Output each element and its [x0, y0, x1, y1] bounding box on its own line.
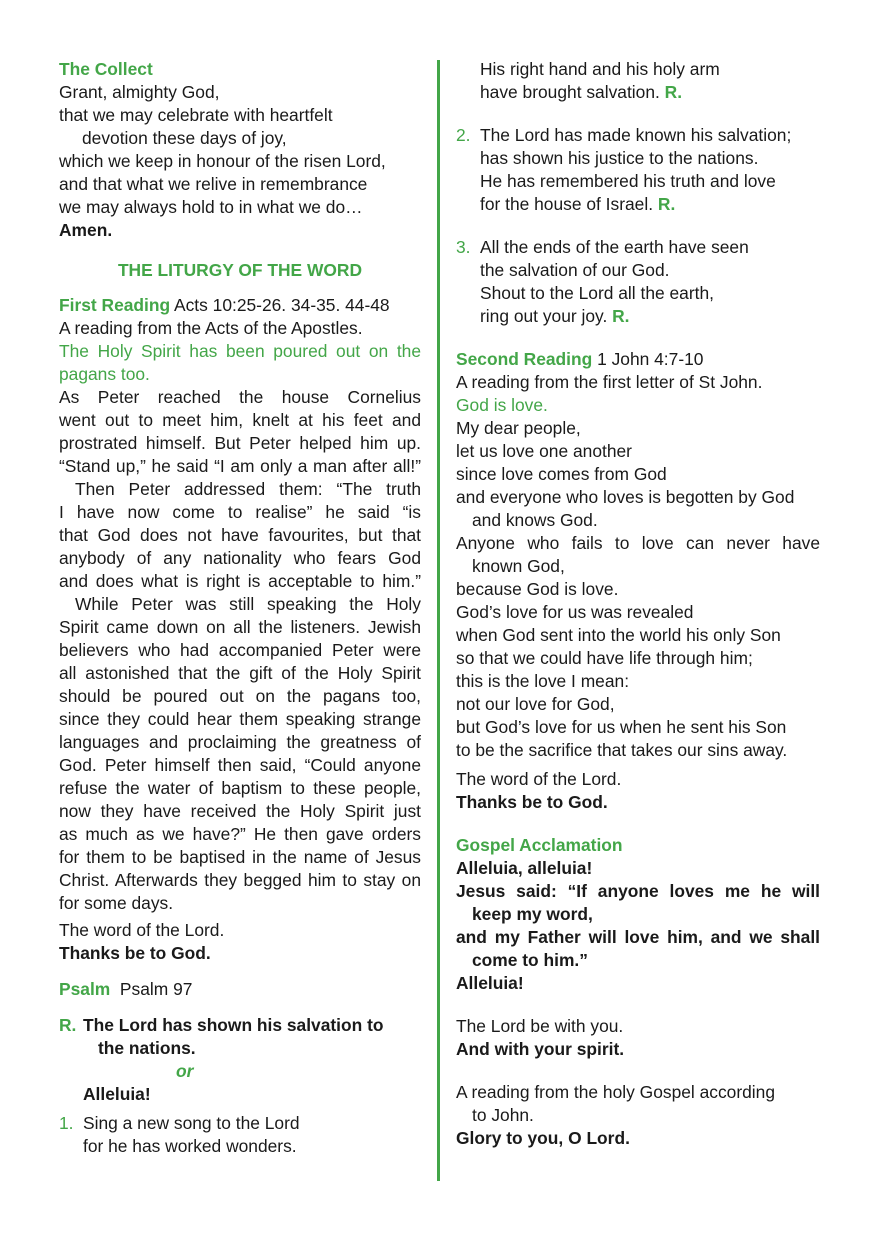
- verse-line: The Lord has made known his salvation;: [480, 125, 792, 145]
- psalm-response-line: The Lord has shown his salvation to: [83, 1015, 384, 1035]
- reading-line: God’s love for us was revealed: [456, 602, 694, 622]
- second-reading-summary: God is love.: [456, 395, 548, 415]
- reading-line: While Peter was still speaking the Holy: [75, 594, 421, 614]
- reading-line: My dear people,: [456, 418, 581, 438]
- psalm-alt-response: Alleluia!: [83, 1084, 151, 1104]
- reading-line: that God does not have favourites, but that: [59, 525, 421, 545]
- reading-line: not our love for God,: [456, 694, 615, 714]
- collect-line: which we keep in honour of the risen Lord,: [59, 151, 386, 171]
- verse-number: 1.: [59, 1113, 74, 1133]
- acclamation-line: Jesus said: “If anyone loves me he will: [456, 881, 820, 901]
- reading-line: God. Peter himself then said, “Could anyone: [59, 755, 421, 775]
- psalm-verse-3: [456, 236, 820, 259]
- verse-line: [456, 193, 820, 216]
- response-marker: R.: [612, 306, 630, 326]
- collect-line: devotion these days of joy,: [82, 128, 287, 148]
- verse-line: He has remembered his truth and love: [480, 171, 776, 191]
- reading-line: believers who had accompanied Peter were: [59, 640, 421, 660]
- reading-line: and everyone who loves is begotten by God: [456, 487, 795, 507]
- collect-line: that we may celebrate with heartfelt: [59, 105, 333, 125]
- reading-line: Christ. Afterwards they begged him to stay on: [59, 870, 421, 890]
- collect-line: we may always hold to in what we do…: [59, 197, 363, 217]
- acclamation-line: Alleluia, alleluia!: [456, 858, 593, 878]
- reading-line: let us love one another: [456, 441, 632, 461]
- collect-heading: The Collect: [59, 59, 153, 79]
- verse-line: the salvation of our God.: [480, 260, 670, 280]
- gospel-intro: A reading from the holy Gospel according: [456, 1082, 776, 1102]
- first-reading-summary: The Holy Spirit has been poured out on the: [59, 341, 421, 361]
- reading-line: now they have received the Holy Spirit just: [59, 801, 421, 821]
- reading-line: to be the sacrifice that takes our sins away.: [456, 740, 788, 760]
- reading-line: this is the love I mean:: [456, 671, 630, 691]
- verse-line: [456, 81, 820, 104]
- priest-greeting: The Lord be with you.: [456, 1016, 624, 1036]
- people-response: And with your spirit.: [456, 1039, 625, 1059]
- verse-line: Sing a new song to the Lord: [83, 1113, 300, 1133]
- reading-line: Anyone who fails to love can never have: [456, 533, 820, 553]
- first-reading-word: The word of the Lord.: [59, 920, 225, 940]
- psalm-verse-2: [456, 124, 820, 147]
- reading-line: because God is love.: [456, 579, 619, 599]
- verse-line: has shown his justice to the nations.: [480, 148, 759, 168]
- gospel-response: Glory to you, O Lord.: [456, 1128, 630, 1148]
- second-reading-intro: A reading from the first letter of St John.: [456, 372, 763, 392]
- psalm-header: [59, 978, 421, 1001]
- verse-line: His right hand and his holy arm: [480, 59, 720, 79]
- psalm-response-line: the nations.: [98, 1038, 196, 1058]
- first-reading-intro: A reading from the Acts of the Apostles.: [59, 318, 363, 338]
- verse-number: 3.: [456, 237, 471, 257]
- verse-line-text: have brought salvation.: [480, 82, 660, 102]
- reading-line: refuse the water of baptism to these people,: [59, 778, 421, 798]
- reading-line: for some days.: [59, 893, 174, 913]
- second-reading-header: [456, 348, 820, 371]
- psalm-ref: Psalm 97: [119, 979, 193, 999]
- section-title: THE LITURGY OF THE WORD: [117, 260, 363, 280]
- verse-line-text: ring out your joy.: [480, 306, 608, 326]
- acclamation-heading: Gospel Acclamation: [456, 835, 623, 855]
- verse-line: [456, 305, 820, 328]
- reading-line: known God,: [472, 556, 565, 576]
- acclamation-line: keep my word,: [472, 904, 593, 924]
- verse-line: All the ends of the earth have seen: [480, 237, 749, 257]
- verse-number: 2.: [456, 125, 471, 145]
- reading-line: prostrated himself. But Peter helped him up.: [59, 433, 421, 453]
- acclamation-line: come to him.”: [472, 950, 588, 970]
- reading-line: As Peter reached the house Cornelius: [59, 387, 421, 407]
- reading-line: languages and proclaiming the greatness of: [59, 732, 421, 752]
- second-reading-ref: 1 John 4:7-10: [597, 349, 704, 369]
- reading-line: and does what is right is acceptable to him.”: [59, 571, 421, 591]
- reading-line: Spirit came down on all the listeners. Jewish: [59, 617, 421, 637]
- second-reading-response: Thanks be to God.: [456, 792, 608, 812]
- psalm-heading: Psalm: [59, 979, 111, 999]
- gospel-intro: to John.: [472, 1105, 534, 1125]
- column-divider: [437, 60, 440, 1181]
- verse-line: Shout to the Lord all the earth,: [480, 283, 714, 303]
- acclamation-line: Alleluia!: [456, 973, 524, 993]
- left-column: [59, 58, 421, 1158]
- reading-line: anybody of any nationality who fears God: [59, 548, 421, 568]
- reading-line: I have now come to realise” he said “is: [59, 502, 421, 522]
- second-reading-heading: Second Reading: [456, 349, 593, 369]
- reading-line: Then Peter addressed them: “The truth: [75, 479, 421, 499]
- reading-line: so that we could have life through him;: [456, 648, 753, 668]
- reading-line: since love comes from God: [456, 464, 667, 484]
- reading-line: as much as we have?” He then gave orders: [59, 824, 421, 844]
- reading-line: all astonished that the gift of the Holy Spirit: [59, 663, 421, 683]
- right-column: [456, 58, 820, 1150]
- first-reading-heading: First Reading: [59, 295, 171, 315]
- response-marker: R.: [59, 1015, 77, 1035]
- psalm-response: [59, 1014, 421, 1037]
- reading-line: and knows God.: [472, 510, 598, 530]
- first-reading-ref: Acts 10:25-26. 34-35. 44-48: [174, 295, 390, 315]
- response-marker: R.: [657, 194, 676, 214]
- reading-line: “Stand up,” he said “I am only a man after all!”: [59, 456, 421, 476]
- verse-line: for he has worked wonders.: [83, 1136, 297, 1156]
- reading-line: should be poured out on the pagans too,: [59, 686, 421, 706]
- psalm-verse-1: [59, 1112, 421, 1135]
- reading-line: when God sent into the world his only Son: [456, 625, 781, 645]
- first-reading-header: [59, 294, 421, 317]
- reading-line: for them to be baptised in the name of Jesus: [59, 847, 421, 867]
- first-reading-summary: pagans too.: [59, 364, 150, 384]
- reading-line: since they could hear them speaking strange: [59, 709, 421, 729]
- collect-line: and that what we relive in remembrance: [59, 174, 368, 194]
- second-reading-word: The word of the Lord.: [456, 769, 622, 789]
- psalm-or: or: [176, 1061, 194, 1081]
- response-marker: R.: [664, 82, 683, 102]
- reading-line: but God’s love for us when he sent his Son: [456, 717, 787, 737]
- first-reading-response: Thanks be to God.: [59, 943, 211, 963]
- acclamation-line: and my Father will love him, and we shall: [456, 927, 820, 947]
- verse-line-text: for the house of Israel.: [480, 194, 654, 214]
- collect-line: Grant, almighty God,: [59, 82, 220, 102]
- reading-line: went out to meet him, knelt at his feet and: [59, 410, 421, 430]
- collect-amen: Amen.: [59, 220, 113, 240]
